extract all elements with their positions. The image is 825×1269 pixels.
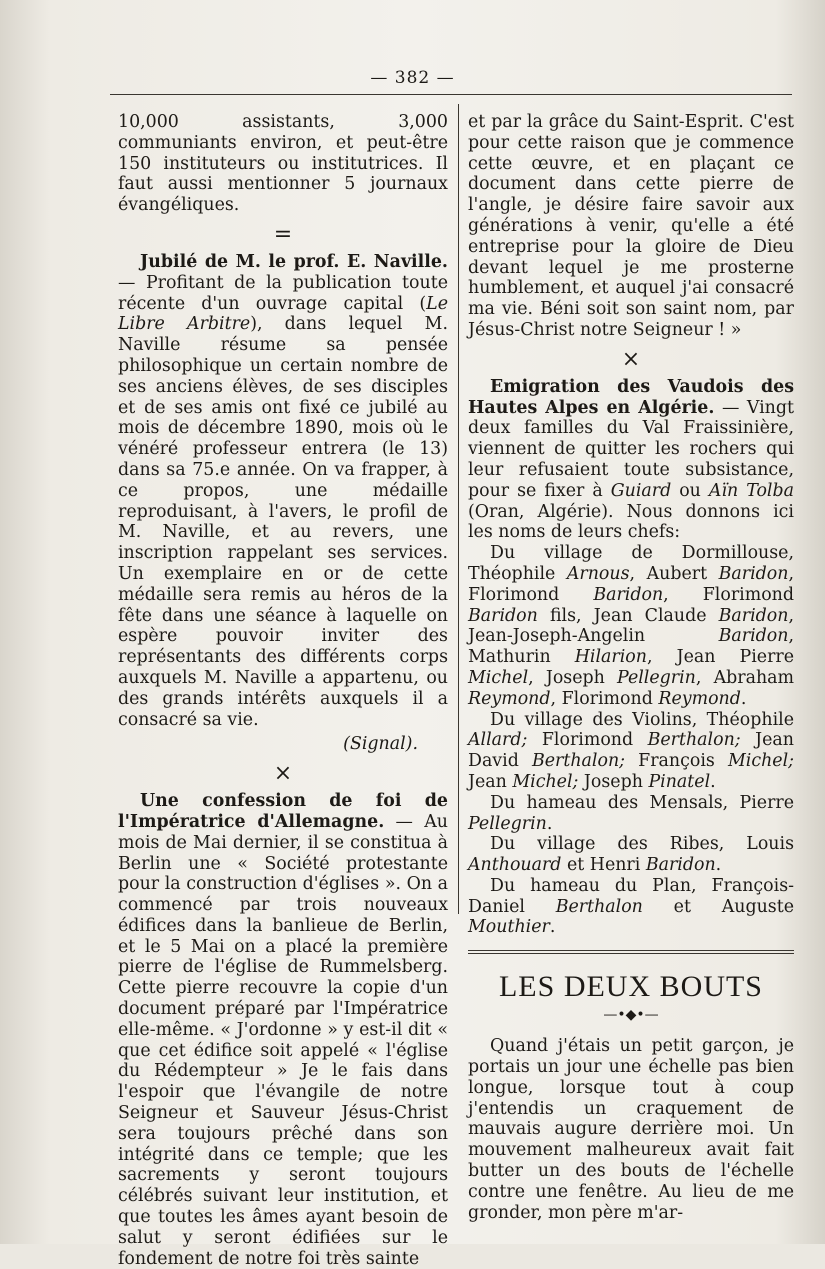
confession-continuation: et par la grâce du Saint-Esprit. C'est pour cette raison que je commence cette œuvre, et en plaçant ce document dans cette pierre de l'angle, je désire faire savoir aux générations à venir, qu'elle a été entreprise pour la gloire de Dieu devant lequel je me prosterne humblement, et auquel j'ai consacré ma vie. Béni soit son saint nom, par Jésus-Christ notre Seigneur ! » bbox=[468, 112, 794, 340]
right-column bbox=[468, 112, 794, 1223]
confession-paragraph: Une confession de foi de l'Impératrice d'Allemagne. — Au mois de Mai dernier, il se constitua à Berlin une « Société protestante pour la construction d'églises ». On a commencé par trois nouveaux édifices dans la banlieue de Berlin, et le 5 Mai on a placé la première pierre de l'église de Rummelsberg. Cette pierre recouvre la copie d'un document préparé par l'Impératrice elle-même. « J'ordonne » y est-il dit « que cet édifice soit appelé « l'église du Rédempteur » Je le fais dans l'espoir que l'évangile de notre Seigneur et Sauveur Jésus-Christ sera toujours prêché dans son intégrité dans ce temple; que les sacrements y seront toujours célébrés suivant leur institution, et que toutes les âmes ayant besoin de salut y seront édifiées sur le fondement de notre foi très sainte bbox=[118, 791, 448, 1269]
jubile-heading: Jubilé de M. le prof. E. Naville. bbox=[140, 251, 448, 272]
source-signal: (Signal). bbox=[343, 734, 418, 755]
story-paragraph: Quand j'étais un petit garçon, je portais un jour une échelle pas bien longue, lorsque tout à coup j'entendis un craquement de mauvais augure derrière moi. Un mouvement malheureux avait fait butter un des bouts de l'échelle contre une fenêtre. Au lieu de me gronder, mon père m'ar- bbox=[468, 1036, 794, 1223]
header-rule bbox=[110, 94, 792, 95]
jubile-paragraph: Jubilé de M. le prof. E. Naville. — Profitant de la publication toute récente d'un ouvrage capital (Le Libre Arbitre), dans lequel M. Naville résume sa pensée philosophique un certain nombre de ses anciens élèves, de ses disciples et de ses amis ont fixé ce jubilé au mois de décembre 1890, mois où le vénéré professeur entrera (le 13) dans sa 75.e année. On va frapper, à ce propos, une médaille reproduisant, à l'avers, le profil de M. Naville, et au revers, une inscription rappelant ses services. Un exemplaire en or de cette médaille sera remis au héros de la fête dans une séance à laquelle on espère pouvoir inviter des représentants des différents corps auxquels M. Naville a appartenu, ou des grands intérêts auxquels il a consacré sa vie. bbox=[118, 251, 448, 730]
mensals-paragraph: Du hameau des Mensals, Pierre Pellegrin. bbox=[468, 792, 794, 834]
separator-cross: × bbox=[273, 761, 293, 787]
ribes-paragraph: Du village des Ribes, Louis Anthouard et Henri Baridon. bbox=[468, 834, 794, 876]
emigration-paragraph: Emigration des Vaudois des Hautes Alpes en Algérie. — Vingt deux familles du Val Fraissinière, viennent de quitter les rochers qui leur refusaient toute subsistance, pour se fixer à Guiard ou Aïn Tolba (Oran, Algérie). Nous donnons ici les noms de leurs chefs: bbox=[468, 376, 794, 543]
page-number: — 382 — bbox=[370, 68, 455, 88]
left-column bbox=[118, 112, 448, 1269]
book-title: Le Libre Arbitre bbox=[118, 293, 448, 335]
dormillouse-paragraph: Du village de Dormillouse, Théophile Arnous, Aubert Baridon, Florimond Baridon, Florimond Baridon fils, Jean Claude Baridon, Jean-Joseph-Angelin Baridon, Mathurin Hilarion, Jean Pierre Michel, Joseph Pellegrin, Abraham Reymond, Florimond Reymond. bbox=[468, 543, 795, 709]
section-title: LES DEUX BOUTS bbox=[498, 970, 763, 1004]
intro-paragraph: 10,000 assistants, 3,000 communiants environ, et peut-être 150 instituteurs ou institutrices. Il faut aussi mentionner 5 journaux évangéliques. bbox=[118, 112, 448, 216]
separator-equals: = bbox=[273, 221, 293, 247]
emigration-heading: Emigration des Vaudois des Hautes Alpes en Algérie. bbox=[468, 376, 794, 418]
title-ornament: —•◆•— bbox=[603, 1007, 659, 1024]
violins-paragraph: Du village des Violins, Théophile Allard; Florimond Berthalon; Jean David Berthalon; François Michel; Jean Michel; Joseph Pinatel. bbox=[468, 709, 795, 792]
plan-paragraph: Du hameau du Plan, François-Daniel Berthalon et Auguste Mouthier. bbox=[468, 875, 794, 938]
separator-cross-right: × bbox=[621, 346, 641, 372]
confession-heading: Une confession de foi de l'Impératrice d'Allemagne. bbox=[118, 791, 448, 832]
section-rule bbox=[468, 950, 794, 954]
column-divider bbox=[458, 104, 459, 914]
